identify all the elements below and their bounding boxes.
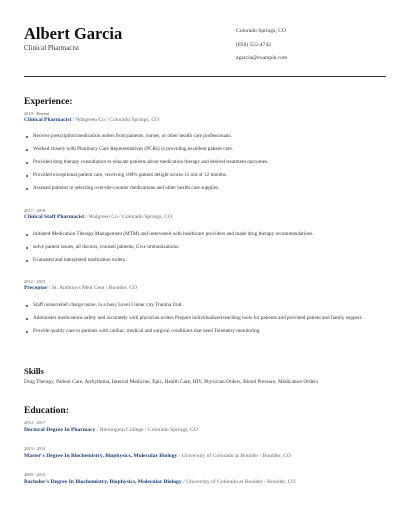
education-date: 2014 - 2017 bbox=[24, 420, 46, 425]
experience-bullets bbox=[24, 231, 384, 265]
bullet-item: Evaluated and interpreted medication orders. bbox=[24, 257, 384, 265]
skills-heading: Skills bbox=[24, 366, 44, 376]
skills-list: Drug Therapy, Patient Care, Arrhythmia, Internal Medicine, Epic, Health Care, HIV, Physician Orders, Blood Pressure, Medication Orders bbox=[24, 379, 318, 385]
bullet-item: Receive prescription/medication orders from patients, nurses, or other health care professionals. bbox=[24, 133, 384, 141]
experience-role: Clinical Staff Pharmacist bbox=[24, 214, 85, 220]
education-degree: Doctoral Degree In Pharmacy bbox=[24, 427, 96, 433]
resume-header bbox=[24, 24, 386, 76]
header-divider bbox=[24, 76, 386, 77]
bullet-item: Initiated Medication Therapy Management (MTM) and intervened with healthcare providers and made drug therapy recommendations. bbox=[24, 231, 384, 239]
experience-bullets bbox=[24, 302, 384, 336]
experience-org: / Walgreen Co / Colorado Springs, CO bbox=[71, 117, 160, 123]
experience-date: 2019 - Present bbox=[24, 111, 50, 116]
bullet-item: Staff nurse/relief charge nurse, in a busy Level I inner city Trauma Unit. bbox=[24, 302, 384, 310]
candidate-name: Albert Garcia bbox=[24, 24, 123, 43]
experience-header bbox=[24, 214, 172, 220]
education-org: / Remington College / Colorado Springs, CO bbox=[96, 427, 198, 433]
experience-header bbox=[24, 285, 137, 291]
education-header bbox=[24, 479, 295, 485]
education-header bbox=[24, 427, 198, 433]
bullet-item: Provided exceptional patient care, receiving 100% patient delight scores 11 out of 12 months. bbox=[24, 172, 384, 180]
education-heading: Education: bbox=[24, 406, 69, 416]
experience-role: Preceptor bbox=[24, 285, 48, 291]
experience-header bbox=[24, 117, 159, 123]
experience-org: / Walgreen Co / Colorado Springs, CO bbox=[84, 214, 172, 220]
experience-bullets bbox=[24, 133, 384, 193]
contact-email[interactable]: agarcia@example.com bbox=[236, 55, 288, 61]
bullet-item: Assisted patients in selecting over-the-counter medications and other health care supplies. bbox=[24, 185, 384, 193]
contact-location: Colorado Springs, CO bbox=[236, 28, 286, 34]
education-degree: Master's Degree In Biochemistry, Biophysics, Molecular Biology bbox=[24, 453, 178, 459]
experience-heading: Experience: bbox=[24, 97, 73, 107]
experience-date: 2017 - 2019 bbox=[24, 208, 46, 213]
education-date: 2013 - 2014 bbox=[24, 446, 46, 451]
contact-phone[interactable]: (850) 555-4742 bbox=[236, 41, 271, 48]
experience-role: Clinical Pharmacist bbox=[24, 117, 72, 123]
bullet-item: Administer medications safely and accurately with physician orders Prepare individualized teaching tools for patients and provided patient and family support. bbox=[24, 315, 384, 323]
bullet-item: Worked closely with Pharmacy Care Representatives (PCRs) in providing excellent patient care. bbox=[24, 146, 384, 154]
education-degree: Bachelor's Degree In Biochemistry, Biophysics, Molecular Biology bbox=[24, 479, 182, 485]
bullet-item: solve patient issues, all doctors, counsel patients, Give immunizations. bbox=[24, 244, 384, 252]
bullet-item: Provide quality care to patients with cardiac, medical and surgical conditions that need Telemetry monitoring. bbox=[24, 328, 384, 336]
candidate-job-title: Clinical Pharmacist bbox=[24, 44, 80, 52]
education-org: / University of Colorado at Boulder / Boulder, CO bbox=[178, 453, 292, 459]
education-date: 2009 - 2012 bbox=[24, 472, 46, 477]
experience-org: / St. Anthonys Med Cent / Boulder, CO bbox=[47, 285, 138, 291]
bullet-item: Provided drug therapy consultation to educate patients about medication therapy and desired treatment outcomes. bbox=[24, 159, 384, 167]
education-header bbox=[24, 453, 291, 459]
education-org: / University of Colorado at Boulder / Boulder, CO bbox=[183, 479, 296, 485]
experience-date: 2012 - 2013 bbox=[24, 279, 46, 284]
contact-block bbox=[236, 28, 287, 69]
